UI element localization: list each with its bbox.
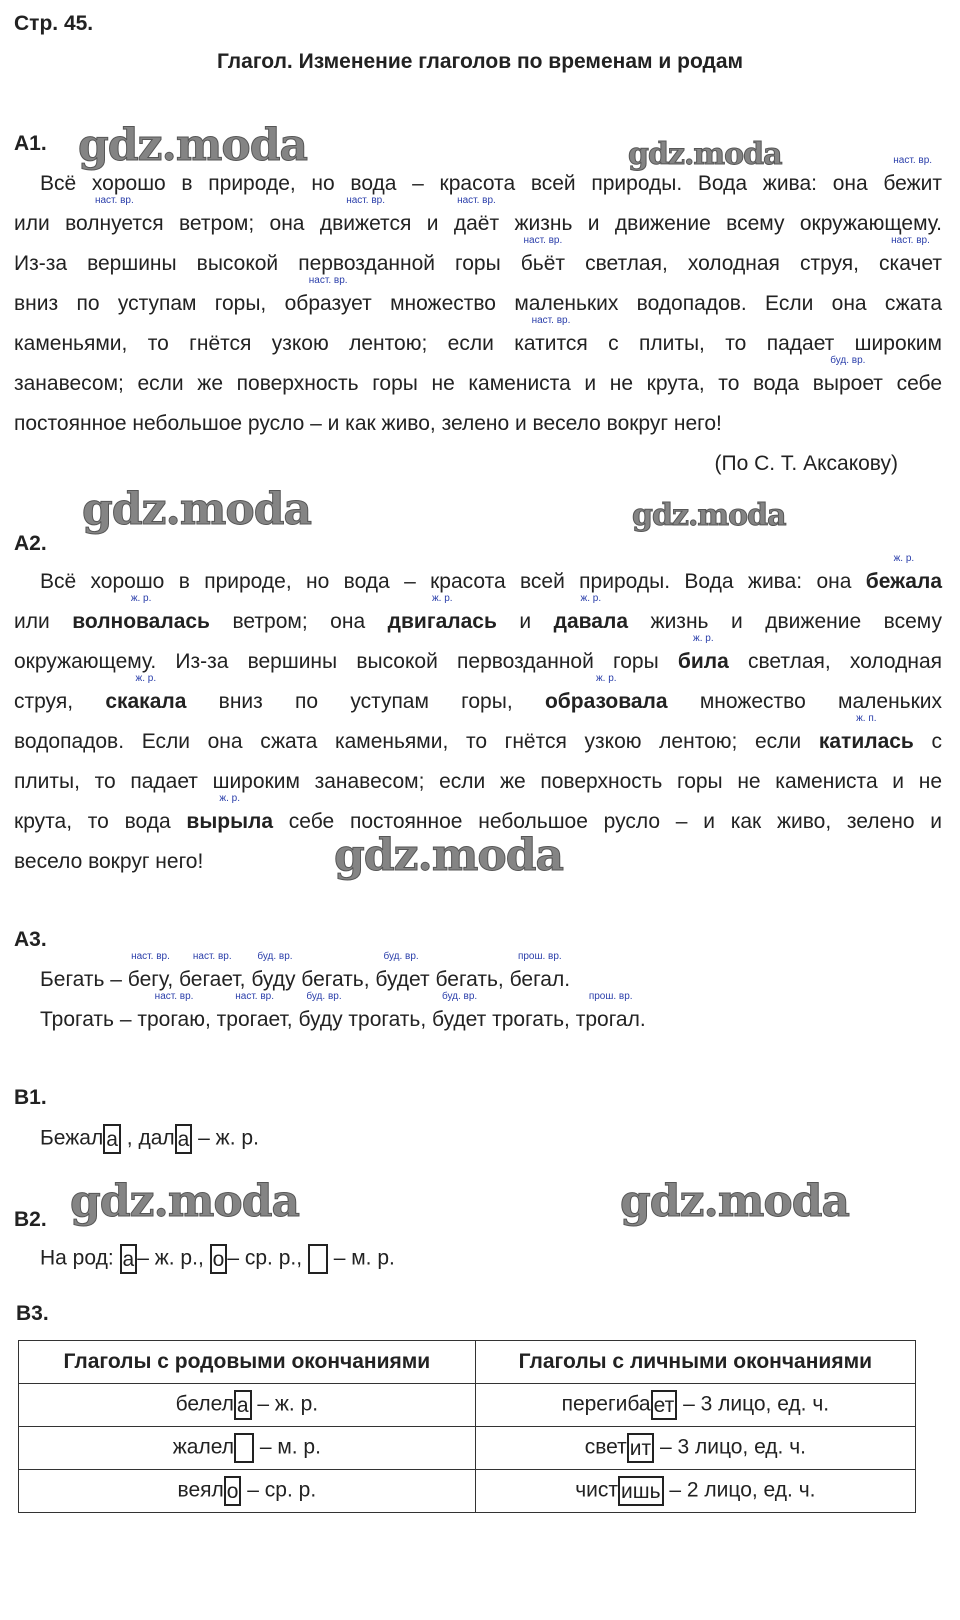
- source-citation: (По С. Т. Аксакову): [714, 452, 898, 475]
- tense-annotation: наст. вр.: [192, 951, 232, 962]
- section-label-a1: А1.: [14, 132, 47, 155]
- tense-annotation: буд. вр.: [257, 951, 293, 962]
- a1-line: постоянное небольшое русло – и как живо, зелено и весело вокруг него!: [14, 412, 722, 435]
- ending-box: [308, 1244, 328, 1274]
- gender-annotation: ж. р.: [693, 633, 714, 644]
- ending-box: а: [234, 1390, 252, 1420]
- verb: ж. р. бежала: [865, 553, 942, 593]
- section-label-a3: А3.: [14, 928, 47, 951]
- gender-annotation: ж. р.: [580, 593, 602, 604]
- verb: ж. р. волновалась: [72, 593, 210, 633]
- ending-box: ишь: [618, 1476, 664, 1506]
- verb: наст. вр. бьёт: [520, 235, 566, 275]
- tense-annotation: буд. вр.: [383, 951, 419, 962]
- section-label-b1: В1.: [14, 1086, 47, 1109]
- verb: наст. вр. катится: [514, 315, 588, 355]
- watermark: gdz.moda: [632, 498, 786, 533]
- a2-line: или ж. р. волновалась ветром; она ж. р. двигалась и ж. р. давала жизнь и движение всему: [14, 593, 942, 633]
- a2-line: Всё хорошо в природе, но вода – красота всей природы. Вода жива: она ж. р. бежала: [40, 553, 942, 593]
- verb: ж. р. двигалась: [387, 593, 497, 633]
- verb: наст. вр. бежит: [883, 155, 942, 195]
- verb: ж. р. скакала: [105, 673, 187, 713]
- watermark: gdz.moda: [78, 120, 308, 171]
- ending-box: а: [103, 1124, 121, 1154]
- gender-annotation: ж. р.: [130, 593, 152, 604]
- column-header: Глаголы с личными окончаниями: [475, 1341, 915, 1384]
- page-number: Стр. 45.: [14, 12, 94, 35]
- verb: ж. р. вырыла: [186, 793, 274, 833]
- a1-line: занавесом; если же поверхность горы не камениста и не крута, то вода буд. вр. выроет себе: [14, 355, 942, 395]
- a3-row: Трогать – наст. вр. трогаю, наст. вр. трогает, буд. вр. буду трогать, буд. вр. будет трогать, прош. вр. трогал.: [40, 991, 646, 1031]
- table-row: жалел – м. р. свет ит – 3 лицо, ед. ч.: [19, 1427, 916, 1470]
- tense-annotation: прош. вр.: [517, 951, 562, 962]
- gender-annotation: ж. р.: [595, 673, 617, 684]
- ending-box: о: [210, 1244, 228, 1274]
- tense-annotation: прош. вр.: [588, 991, 633, 1002]
- tense-annotation: наст. вр.: [523, 235, 563, 246]
- tense-annotation: буд. вр.: [441, 991, 478, 1002]
- verb: наст. вр. волнуется: [65, 195, 164, 235]
- verb: ж. р. била: [677, 633, 729, 673]
- verb: наст. вр. скачет: [879, 235, 942, 275]
- table-row: белел а – ж. р. перегиба ет – 3 лицо, ед. ч.: [19, 1384, 916, 1427]
- tense-annotation: наст. вр.: [346, 195, 385, 206]
- ending-box: о: [224, 1476, 242, 1506]
- a1-line: или наст. вр. волнуется ветром; она наст. вр. движется и наст. вр. даёт жизнь и движение всему окружающему.: [14, 195, 942, 235]
- a2-line: окружающему. Из-за вершины высокой первозданной горы ж. р. била светлая, холодная: [14, 633, 942, 673]
- tense-annotation: наст. вр.: [893, 155, 933, 166]
- watermark: gdz.moda: [82, 484, 312, 535]
- ending-box: [234, 1433, 254, 1463]
- a1-line: каменьями, то гнётся узкою лентою; если наст. вр. катится с плиты, то падает широким: [14, 315, 942, 355]
- a2-line: струя, ж. р. скакала вниз по уступам горы, ж. р. образовала множество маленьких: [14, 673, 943, 713]
- b2-answer: На род: а – ж. р., о – ср. р., – м. р.: [40, 1244, 960, 1274]
- ending-box: а: [175, 1124, 193, 1154]
- verb: наст. вр. образует: [284, 275, 372, 315]
- a2-line: плиты, то падает широким занавесом; если же поверхность горы не камениста и не: [14, 770, 942, 793]
- section-label-b2: В2.: [14, 1208, 47, 1231]
- b1-answer: Бежал а , дал а – ж. р.: [40, 1124, 960, 1154]
- a2-line: водопадов. Если она сжата каменьями, то гнётся узкою лентою; если ж. п. катилась с: [14, 713, 943, 753]
- gender-annotation: ж. р.: [431, 593, 453, 604]
- verb: буд. вр. выроет: [812, 355, 883, 395]
- a3-row: Бегать – наст. вр. бегу, наст. вр. бегает, буд. вр. буду бегать, буд. вр. будет бегать, прош. вр. бегал.: [40, 951, 571, 991]
- tense-annotation: наст. вр.: [457, 195, 496, 206]
- gender-annotation: ж. р.: [893, 553, 915, 564]
- section-label-b3: В3.: [16, 1302, 49, 1325]
- tense-annotation: буд. вр.: [306, 991, 342, 1002]
- watermark: gdz.moda: [70, 1176, 300, 1227]
- tense-annotation: наст. вр.: [308, 275, 348, 286]
- column-header: Глаголы с родовыми окончаниями: [19, 1341, 476, 1384]
- gender-annotation: ж. р.: [219, 793, 241, 804]
- a1-line: вниз по уступам горы, наст. вр. образует множество маленьких водопадов. Если она сжата: [14, 275, 942, 315]
- table-row: веял о – ср. р. чист ишь – 2 лицо, ед. ч.: [19, 1470, 916, 1513]
- verb: ж. р. давала: [553, 593, 628, 633]
- tense-annotation: наст. вр.: [531, 315, 571, 326]
- a1-line: Из-за вершины высокой первозданной горы наст. вр. бьёт светлая, холодная струя, наст. вр. скачет: [14, 235, 942, 275]
- verb: наст. вр. даёт: [453, 195, 500, 235]
- a2-line: весело вокруг него!: [14, 850, 204, 873]
- a1-text: Всё хорошо в природе, но вода – красота всей природы. Вода жива: она: [40, 172, 868, 195]
- verb-endings-table: [18, 1340, 916, 1513]
- page-title: Глагол. Изменение глаголов по временам и родам: [216, 50, 744, 73]
- tense-annotation: наст. вр.: [131, 951, 170, 962]
- watermark: gdz.moda: [620, 1176, 850, 1227]
- verb: ж. р. образовала: [544, 673, 668, 713]
- tense-annotation: наст. вр.: [154, 991, 194, 1002]
- watermark: gdz.moda: [334, 830, 564, 881]
- a1-line: [14, 155, 942, 196]
- verb: наст. вр. движется: [319, 195, 412, 235]
- gender-annotation: ж. р.: [135, 673, 157, 684]
- tense-annotation: наст. вр.: [235, 991, 275, 1002]
- gender-annotation: ж. п.: [856, 713, 877, 724]
- section-label-a2: А2.: [14, 532, 47, 555]
- ending-box: а: [120, 1244, 138, 1274]
- ending-box: ет: [651, 1390, 678, 1420]
- tense-annotation: буд. вр.: [830, 355, 866, 366]
- tense-annotation: наст. вр.: [891, 235, 930, 246]
- ending-box: ит: [627, 1433, 654, 1463]
- watermark: gdz.moda: [628, 137, 782, 172]
- a2-line: крута, то вода ж. р. вырыла себе постоянное небольшое русло – и как живо, зелено и: [14, 793, 942, 833]
- tense-annotation: наст. вр.: [94, 195, 134, 206]
- verb: ж. п. катилась: [818, 713, 914, 753]
